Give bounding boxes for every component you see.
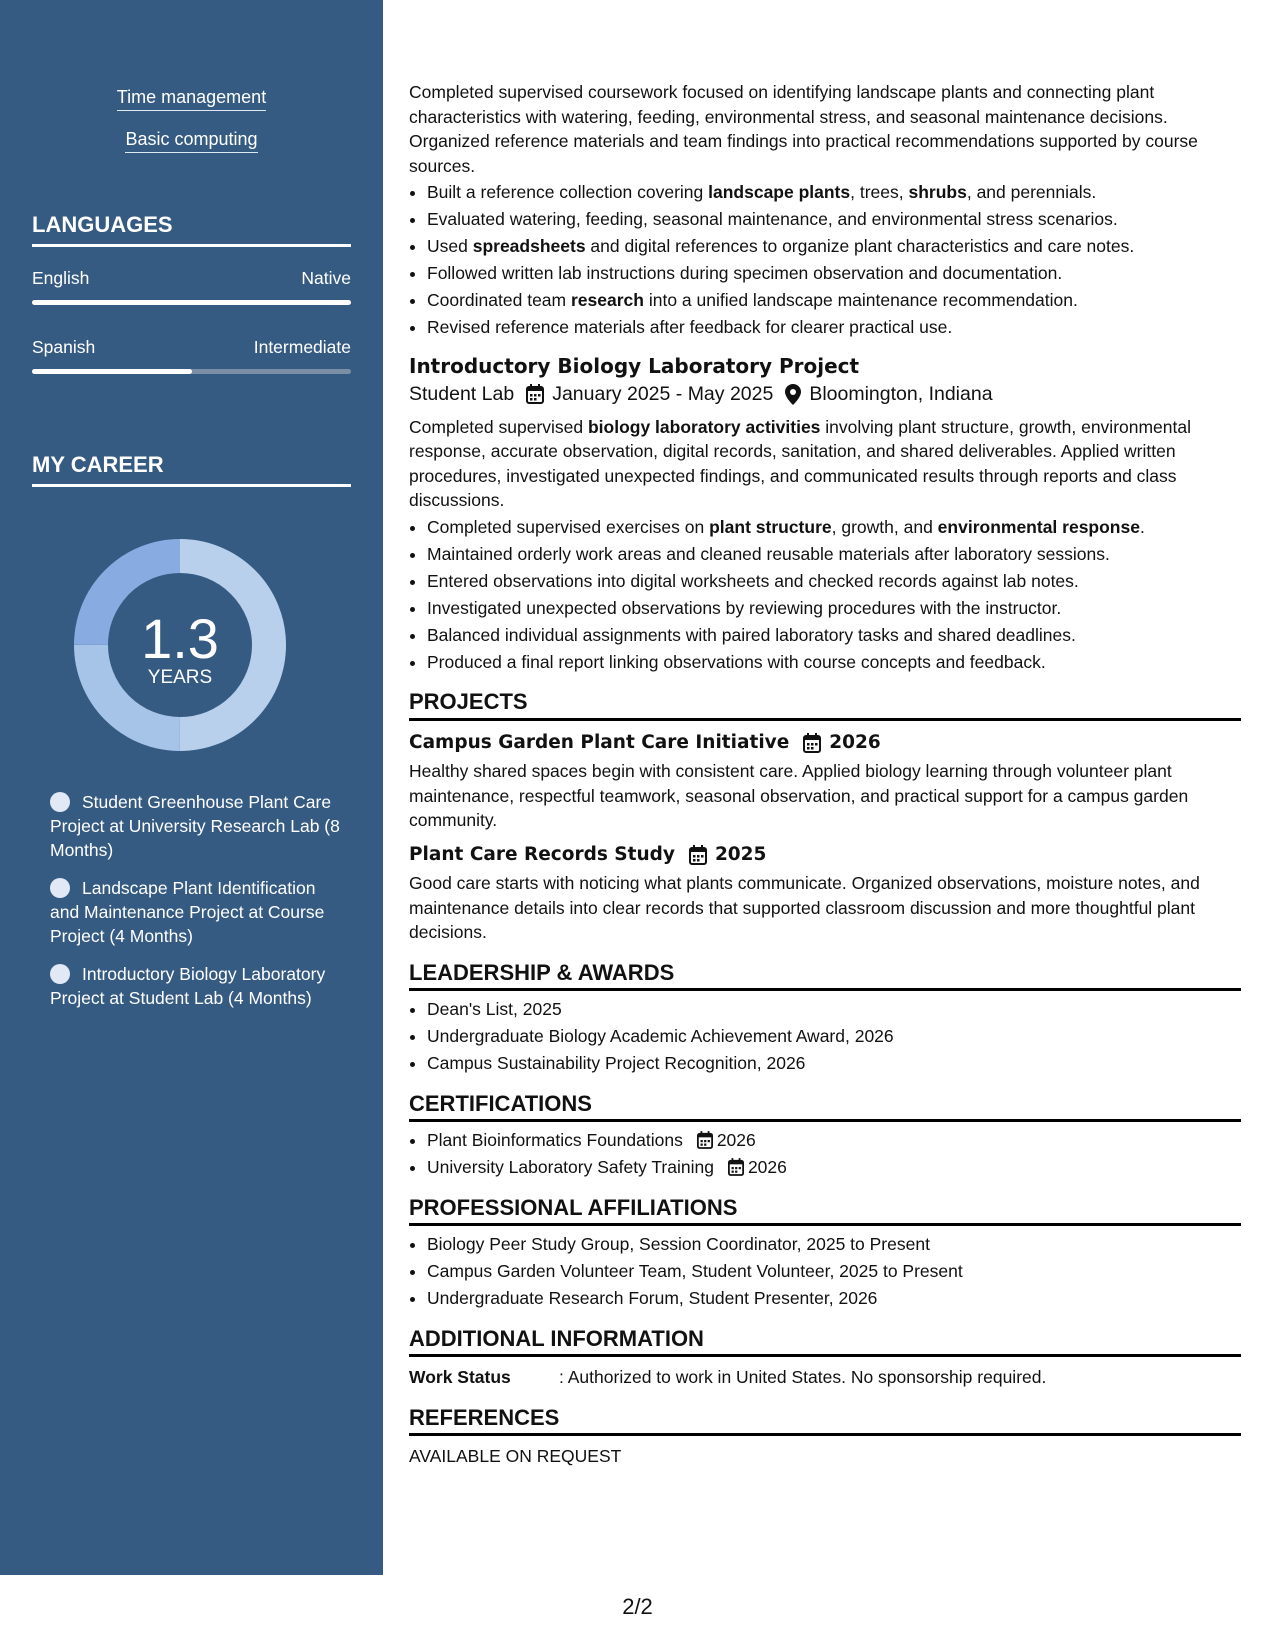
- career-item-text: Student Greenhouse Plant Care Project at University Research Lab (8 Months): [50, 792, 340, 860]
- career-item: [50, 962, 340, 1010]
- career-item-text: Landscape Plant Identification and Maintenance Project at Course Project (4 Months): [50, 878, 325, 946]
- list-item: • Revised reference materials after feedback for clearer practical use.: [427, 315, 1241, 340]
- language-level: Intermediate: [253, 337, 351, 357]
- main-content: [409, 80, 1241, 1469]
- career-item: [50, 876, 340, 948]
- bullet-dot-icon: [50, 878, 70, 898]
- career-donut-chart: [65, 530, 295, 760]
- languages-heading: LANGUAGES: [32, 212, 351, 247]
- leadership-heading: LEADERSHIP & AWARDS: [409, 961, 1241, 992]
- language-row: [32, 337, 351, 358]
- list-item: • Produced a final report linking observations with course concepts and feedback.: [427, 650, 1241, 675]
- career-heading: MY CAREER: [32, 452, 351, 487]
- list-item: • Followed written lab instructions during specimen observation and documentation.: [427, 261, 1241, 286]
- language-row: [32, 268, 351, 289]
- career-item-text: Introductory Biology Laboratory Project at Student Lab (4 Months): [50, 964, 326, 1008]
- job-title: Introductory Biology Laboratory Project: [409, 353, 860, 378]
- intro-bullets: [409, 180, 1241, 340]
- project-description: Good care starts with noticing what plants communicate. Organized observations, moisture notes, and maintenance details into clear records that supported classroom discussion and more thoughtful plant decisions.: [409, 873, 1200, 942]
- location-pin-icon: [785, 384, 801, 405]
- job-description: Completed supervised biology laboratory activities involving plant structure, growth, environmental response, accurate observation, digital records, sanitation, and shared deliverables. Applied written procedures, investigated unexpected findings, and communicated results through reports and class discussions.: [409, 416, 1192, 510]
- additional-info-heading: ADDITIONAL INFORMATION: [409, 1327, 1241, 1358]
- bullet-dot-icon: [50, 792, 70, 812]
- project-year: 2025: [714, 843, 767, 865]
- job-dates: January 2025 - May 2025: [552, 383, 774, 405]
- list-item: [427, 1155, 1241, 1180]
- skill-item: Basic computing: [125, 129, 257, 153]
- certification-year: 2026: [716, 1130, 756, 1150]
- certification-year: 2026: [747, 1157, 787, 1177]
- list-item: • Built a reference collection covering landscape plants, trees, shrubs, and perennials.: [427, 180, 1241, 205]
- affiliations-heading: PROFESSIONAL AFFILIATIONS: [409, 1196, 1241, 1227]
- project-title-row: [409, 731, 1241, 756]
- job-meta: [409, 382, 1241, 407]
- project-description: Healthy shared spaces begin with consistent care. Applied biology learning through volunteer plant maintenance, respectful teamwork, seasonal observation, and practical support for a campus garden community.: [409, 761, 1189, 830]
- list-item: [427, 1128, 1241, 1153]
- language-name: Spanish: [32, 337, 96, 357]
- list-item: • Balanced individual assignments with paired laboratory tasks and shared deadlines.: [427, 623, 1241, 648]
- job-bullets: [409, 515, 1241, 675]
- language-name: English: [32, 268, 90, 288]
- list-item: • Evaluated watering, feeding, seasonal maintenance, and environmental stress scenarios.: [427, 207, 1241, 232]
- leadership-list: [409, 997, 1241, 1076]
- certification-name: • Plant Bioinformatics Foundations: [427, 1130, 683, 1150]
- work-status-value: : Authorized to work in United States. No sponsorship required.: [559, 1367, 1047, 1387]
- certifications-list: [409, 1128, 1241, 1180]
- language-bar: [32, 369, 351, 374]
- project-title: Campus Garden Plant Care Initiative: [409, 731, 790, 753]
- career-years-unit: YEARS: [147, 667, 213, 688]
- list-item: • Used spreadsheets and digital references to organize plant characteristics and care notes.: [427, 234, 1241, 259]
- list-item: • Maintained orderly work areas and cleaned reusable materials after laboratory sessions.: [427, 542, 1241, 567]
- list-item: • Entered observations into digital worksheets and checked records against lab notes.: [427, 569, 1241, 594]
- projects-heading: PROJECTS: [409, 690, 1241, 721]
- list-item: • Completed supervised exercises on plant structure, growth, and environmental response.: [427, 515, 1241, 540]
- work-status-label: Work Status: [409, 1367, 511, 1387]
- career-item: [50, 790, 340, 862]
- references-text: AVAILABLE ON REQUEST: [409, 1446, 622, 1466]
- certification-name: • University Laboratory Safety Training: [427, 1157, 714, 1177]
- list-item: • Undergraduate Research Forum, Student Presenter, 2026: [427, 1286, 1241, 1311]
- calendar-icon: [803, 733, 821, 753]
- list-item: • Dean's List, 2025: [427, 997, 1241, 1022]
- certifications-heading: CERTIFICATIONS: [409, 1092, 1241, 1123]
- list-item: • Biology Peer Study Group, Session Coordinator, 2025 to Present: [427, 1232, 1241, 1257]
- project-title-row: [409, 843, 1241, 868]
- calendar-icon: [689, 845, 707, 865]
- project-title: Plant Care Records Study: [409, 843, 675, 865]
- job-location: Bloomington, Indiana: [809, 383, 993, 405]
- list-item: • Campus Garden Volunteer Team, Student Volunteer, 2025 to Present: [427, 1259, 1241, 1284]
- job-org: Student Lab: [409, 383, 515, 405]
- language-bar-fill: [32, 300, 351, 305]
- page-number: 2/2: [622, 1594, 653, 1619]
- project-year: 2026: [829, 731, 881, 753]
- language-bar: [32, 300, 351, 305]
- calendar-icon: [697, 1131, 713, 1149]
- work-status-row: [409, 1365, 1241, 1390]
- affiliations-list: [409, 1232, 1241, 1311]
- calendar-icon: [728, 1158, 744, 1176]
- calendar-icon: [526, 384, 544, 404]
- career-list: [50, 790, 340, 1024]
- references-heading: REFERENCES: [409, 1406, 1241, 1437]
- list-item: • Undergraduate Biology Academic Achievement Award, 2026: [427, 1024, 1241, 1049]
- list-item: • Campus Sustainability Project Recognition, 2026: [427, 1051, 1241, 1076]
- list-item: • Investigated unexpected observations by reviewing procedures with the instructor.: [427, 596, 1241, 621]
- career-years-value: 1.3: [141, 607, 219, 670]
- intro-paragraph: Completed supervised coursework focused on identifying landscape plants and connecting plant characteristics with watering, feeding, environmental stress, and seasonal maintenance decisions. Organized reference materials and team findings into practical recommendations supported by course sources.: [409, 82, 1198, 176]
- sidebar: [0, 0, 383, 1575]
- bullet-dot-icon: [50, 964, 70, 984]
- language-bar-fill: [32, 369, 192, 374]
- list-item: • Coordinated team research into a unified landscape maintenance recommendation.: [427, 288, 1241, 313]
- skill-item: Time management: [117, 87, 266, 111]
- skills-list: [0, 87, 383, 153]
- language-level: Native: [301, 268, 351, 288]
